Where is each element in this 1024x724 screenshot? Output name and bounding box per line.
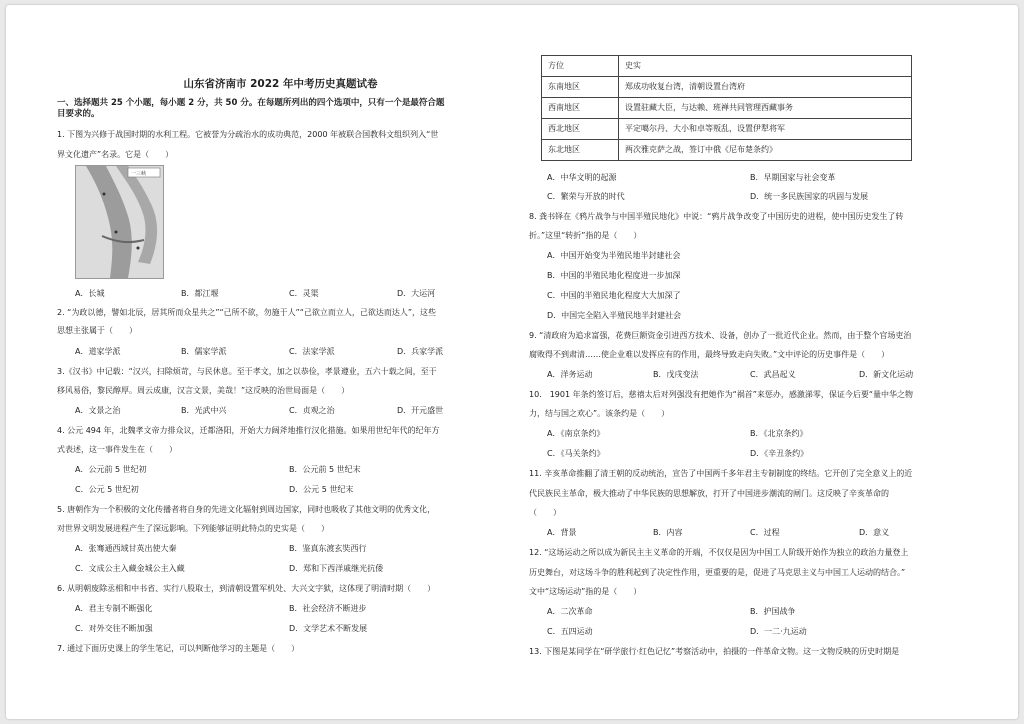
q9-option-b[interactable]: B．戊戌变法 (653, 370, 699, 379)
q3-option-c[interactable]: C．贞观之治 (289, 406, 335, 415)
q4-option-b[interactable]: B．公元前 5 世纪末 (289, 465, 361, 474)
q4-option-a[interactable]: A．公元前 5 世纪初 (75, 465, 147, 474)
question-5-line2: 对世界文明发展进程产生了深远影响。下列能够证明此特点的史实是（ ） (57, 524, 329, 533)
table-cell-fact: 平定噶尔丹、大小和卓等叛乱，设置伊犁将军 (619, 119, 912, 140)
exam-paper (6, 5, 1018, 719)
section-heading-line2: 目要求的。 (57, 109, 100, 119)
q2-option-c[interactable]: C．法家学派 (289, 347, 335, 356)
q10-option-a[interactable]: A．《南京条约》 (547, 429, 605, 438)
table-cell-region: 东南地区 (542, 77, 619, 98)
q5-option-b[interactable]: B．鉴真东渡玄奘西行 (289, 544, 367, 553)
q1-option-a[interactable]: A．长城 (75, 289, 105, 298)
question-3-line2: 移风易俗，黎民醇厚。周云成康，汉言文景，美哉！”这反映的治世局面是（ ） (57, 386, 350, 395)
question-1-line2: 界文化遗产”名录。它是（ ） (57, 150, 174, 159)
table-cell-fact: 郑成功收复台湾，清朝设置台湾府 (619, 77, 912, 98)
table-row (542, 140, 912, 161)
q12-option-c[interactable]: C．五四运动 (547, 627, 593, 636)
history-notes-table (541, 55, 912, 161)
question-7-line1: 7. 通过下面历史课上的学生笔记，可以判断他学习的主题是（ ） (57, 644, 300, 653)
q2-option-d[interactable]: D．兵家学派 (397, 347, 444, 356)
table-header-row (542, 56, 912, 77)
question-2-line2: 思想主张属于（ ） (57, 326, 137, 335)
question-10-line1: 10. 1901 年条约签订后，慈禧太后对列强没有把她作为“祸首”来惩办，感激涕零，保证今后要“量中华之物 (529, 390, 914, 399)
q7-option-d[interactable]: D．统一多民族国家的巩固与发展 (750, 192, 869, 201)
q5-option-c[interactable]: C．文成公主入藏金城公主入藏 (75, 564, 185, 573)
q11-option-a[interactable]: A．背景 (547, 528, 577, 537)
q3-option-a[interactable]: A．文景之治 (75, 406, 121, 415)
q2-option-b[interactable]: B．儒家学派 (181, 347, 227, 356)
question-11-line2: 代民族民主革命，极大推动了中华民族的思想解放，打开了中国进步潮流的闸门。这反映了辛亥革命的 (529, 489, 889, 498)
question-12-line3: 文中“这场运动”指的是（ ） (529, 587, 642, 596)
q10-option-c[interactable]: C．《马关条约》 (547, 449, 605, 458)
question-11-line1: 11. 辛亥革命推翻了清王朝的反动统治，宣告了中国两千多年君主专制制度的终结。它开创了完全意义上的近 (529, 469, 913, 478)
page-title: 山东省济南市 2022 年中考历史真题试卷 (183, 78, 378, 90)
q8-option-d[interactable]: D．中国完全陷入半殖民地半封建社会 (547, 311, 682, 320)
table-row (542, 98, 912, 119)
q6-option-c[interactable]: C．对外交往不断加强 (75, 624, 153, 633)
question-9-line2: 腐败得不到肃清……使企业难以发挥应有的作用，最终导致走向失败。”文中评论的历史事件是（ ） (529, 350, 890, 359)
q5-option-d[interactable]: D．郑和下西洋戚继光抗倭 (289, 564, 384, 573)
q11-option-b[interactable]: B．内容 (653, 528, 683, 537)
q6-option-a[interactable]: A．君主专制不断强化 (75, 604, 153, 613)
q6-option-b[interactable]: B．社会经济不断进步 (289, 604, 367, 613)
q5-option-a[interactable]: A．张骞通西域甘英出使大秦 (75, 544, 177, 553)
question-9-line1: 9. “清政府为追求富强，花费巨额资金引进西方技术、设备，创办了一批近代企业。然而，由于整个官场吏治 (529, 331, 912, 340)
question-6-line1: 6. 从明朝废除丞相和中书省、实行八股取士，到清朝设置军机处、大兴文字狱，这体现了明清时期（ ） (57, 584, 436, 593)
question-3-line1: 3.《汉书》中记载：“汉兴，扫除烦苛，与民休息。至于孝文，加之以恭俭，孝景遵业，五六十载之间，至于 (57, 367, 437, 376)
q4-option-c[interactable]: C．公元 5 世纪初 (75, 485, 139, 494)
question-11-line3: （ ） (529, 508, 561, 517)
question-2-line1: 2. “为政以德，譬如北辰，居其所而众星共之”“己所不欲，勿施于人”“己欲立而立人，己欲达而达人”，这些 (57, 308, 437, 317)
q4-option-d[interactable]: D．公元 5 世纪末 (289, 485, 354, 494)
river-map-icon (76, 166, 163, 278)
table-cell-region: 西南地区 (542, 98, 619, 119)
q2-option-a[interactable]: A．道家学派 (75, 347, 121, 356)
q7-option-c[interactable]: C．繁荣与开放的时代 (547, 192, 625, 201)
q11-option-c[interactable]: C．过程 (750, 528, 780, 537)
q8-option-b[interactable]: B．中国的半殖民地化程度进一步加深 (547, 271, 681, 280)
q9-option-a[interactable]: A．洋务运动 (547, 370, 593, 379)
map-legend-label: 一三峡 (131, 171, 147, 177)
table-cell-fact: 两次雅克萨之战，签订中俄《尼布楚条约》 (619, 140, 912, 161)
q7-option-b[interactable]: B．早期国家与社会变革 (750, 173, 836, 182)
table-row (542, 77, 912, 98)
q3-option-d[interactable]: D．开元盛世 (397, 406, 444, 415)
question-4-line2: 式表述，这一事件发生在（ ） (57, 445, 177, 454)
q1-option-c[interactable]: C．灵渠 (289, 289, 319, 298)
question-5-line1: 5. 唐朝作为一个积极的文化传播者将自身的先进文化辐射到周边国家，同时也吸收了其他文明的优秀文化， (57, 505, 436, 514)
table-header-cell: 史实 (619, 56, 912, 77)
q12-option-a[interactable]: A．二次革命 (547, 607, 593, 616)
table-row (542, 119, 912, 140)
q11-option-d[interactable]: D．意义 (859, 528, 890, 537)
q3-option-b[interactable]: B．光武中兴 (181, 406, 227, 415)
q1-option-b[interactable]: B．都江堰 (181, 289, 219, 298)
table-cell-region: 西北地区 (542, 119, 619, 140)
question-12-line1: 12. “这场运动之所以成为新民主主义革命的开端，不仅仅是因为中国工人阶级开始作为独立的政治力量登上 (529, 548, 909, 557)
q1-option-d[interactable]: D．大运河 (397, 289, 436, 298)
question-1-line1: 1. 下图为兴修于战国时期的水利工程。它被誉为分疏治水的成功典范，2000 年被联合国教科文组织列入“世 (57, 130, 439, 139)
q9-option-c[interactable]: C．武昌起义 (750, 370, 796, 379)
section-heading-line1: 一、选择题共 25 个小题，每小题 2 分，共 50 分。在每题所列出的四个选项中，只有一个是最符合题 (57, 98, 445, 108)
q10-option-b[interactable]: B．《北京条约》 (750, 429, 808, 438)
q6-option-d[interactable]: D．文学艺术不断发展 (289, 624, 368, 633)
question-12-line2: 历史舞台，对这场斗争的胜利起到了决定性作用，更重要的是，促进了马克思主义与中国工人运动的结合。” (529, 568, 906, 577)
q12-option-d[interactable]: D．一二·九运动 (750, 627, 807, 636)
question-13-line1: 13. 下图是某同学在“研学旅行·红色记忆”考察活动中，拍摄的一件革命文物。这一文物反映的历史时期是 (529, 647, 900, 656)
question-8-line2: 折。”这里“转折”指的是（ ） (529, 231, 642, 240)
q8-option-c[interactable]: C．中国的半殖民地化程度大大加深了 (547, 291, 681, 300)
question-10-line2: 力，结与国之欢心”。该条约是（ ） (529, 409, 670, 418)
dujiangyan-map-image (75, 165, 164, 279)
q9-option-d[interactable]: D．新文化运动 (859, 370, 914, 379)
question-8-line1: 8. 龚书铎在《鸦片战争与中国半殖民地化》中说：“鸦片战争改变了中国历史的进程，使中国历史发生了转 (529, 212, 904, 221)
question-4-line1: 4. 公元 494 年，北魏孝文帝力排众议，迁都洛阳，开始大力阔斧地推行汉化措施。如果用世纪年代的纪年方 (57, 426, 440, 435)
q12-option-b[interactable]: B．护国战争 (750, 607, 796, 616)
q7-option-a[interactable]: A．中华文明的起源 (547, 173, 617, 182)
q10-option-d[interactable]: D．《辛丑条约》 (750, 449, 809, 458)
table-cell-region: 东北地区 (542, 140, 619, 161)
q8-option-a[interactable]: A．中国开始变为半殖民地半封建社会 (547, 251, 681, 260)
table-cell-fact: 设置驻藏大臣，与达赖、班禅共同管理西藏事务 (619, 98, 912, 119)
table-header-cell: 方位 (542, 56, 619, 77)
